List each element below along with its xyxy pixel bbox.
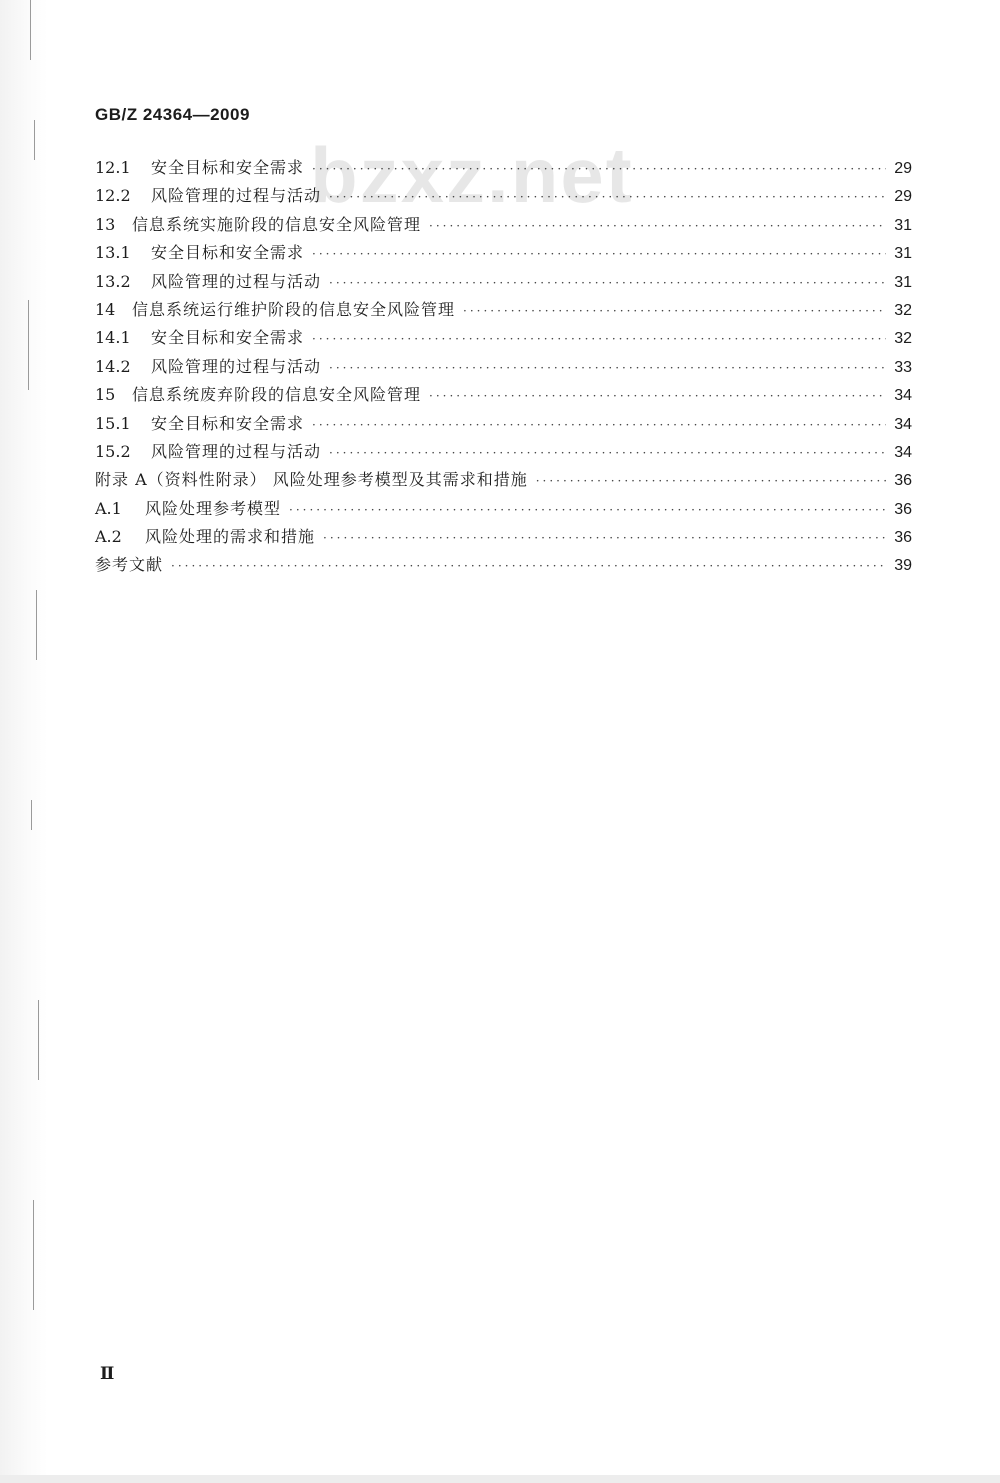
toc-entry-number: 14.2 [95,356,131,376]
toc-entry [95,354,912,382]
toc-entry [95,183,912,211]
toc-entry-page: 39 [894,557,912,575]
toc-entry-page: 29 [894,160,912,177]
toc-leader-dots [536,474,886,488]
toc-entry-title: 信息系统废弃阶段的信息安全风险管理 [132,385,422,405]
toc-leader-dots [429,219,886,233]
toc-leader-dots [329,446,886,460]
toc-entry-page: 36 [894,500,912,518]
toc-leader-dots [429,389,886,403]
toc-entry-title: 风险处理的需求和措施 [145,527,316,547]
toc-entry [95,552,912,580]
toc-leader-dots [329,361,886,375]
toc-entry [95,212,912,240]
toc-entry-page: 34 [894,415,912,433]
toc-leader-dots [289,503,886,517]
toc-entry [95,439,912,467]
toc-entry-number: 15 [95,385,116,405]
toc-entry-title: 安全目标和安全需求 [151,158,305,177]
toc-leader-dots [312,332,886,346]
table-of-contents [95,155,912,581]
toc-entry-number: 12.1 [95,158,131,177]
toc-entry-number: 13 [95,214,116,234]
toc-entry-page: 33 [894,358,912,376]
toc-entry [95,411,912,439]
toc-entry [95,269,912,297]
document-id: GB/Z 24364—2009 [95,105,250,124]
toc-entry [95,467,912,495]
toc-entry-number: 13.1 [95,243,131,263]
scan-edge [0,0,48,1483]
toc-entry-number: 15.1 [95,413,131,433]
toc-entry-page: 34 [894,387,912,405]
toc-leader-dots [463,304,886,318]
toc-entry-number: A.2 [95,527,122,547]
toc-entry-title: 风险管理的过程与活动 [151,441,322,461]
toc-entry-title: 风险处理参考模型 [145,498,282,518]
toc-entry-number: 14 [95,299,116,319]
toc-entry [95,297,912,325]
toc-entry-page: 36 [894,529,912,547]
toc-entry-page: 31 [894,273,912,291]
toc-leader-dots [171,559,886,573]
toc-entry-number: 12.2 [95,186,131,206]
toc-entry-title: 安全目标和安全需求 [151,243,305,263]
toc-entry [95,382,912,410]
toc-entry [95,496,912,524]
toc-entry-title: 风险管理的过程与活动 [151,271,322,291]
page-number: Ⅱ [100,1364,115,1384]
toc-entry-title: 信息系统运行维护阶段的信息安全风险管理 [132,299,456,319]
toc-leader-dots [329,190,886,204]
toc-entry-page: 32 [894,301,912,319]
toc-entry-title: 风险管理的过程与活动 [151,186,322,206]
toc-entry [95,325,912,353]
toc-entry-title: 附录 A（资料性附录） 风险处理参考模型及其需求和措施 [95,470,528,490]
toc-entry-title: 参考文献 [95,555,164,575]
toc-entry-title: 安全目标和安全需求 [151,328,305,348]
toc-leader-dots [312,418,886,432]
toc-entry-page: 36 [894,472,912,490]
toc-entry-number: 13.2 [95,271,131,291]
toc-entry [95,240,912,268]
toc-leader-dots [323,531,886,545]
toc-entry-title: 信息系统实施阶段的信息安全风险管理 [132,214,422,234]
toc-entry-number: 14.1 [95,328,131,348]
toc-entry-title: 风险管理的过程与活动 [151,356,322,376]
watermark: bzxz.net [310,131,634,219]
toc-entry-page: 31 [894,216,912,234]
toc-entry-page: 29 [894,188,912,206]
toc-entry-page: 32 [894,330,912,348]
toc-leader-dots [312,162,886,176]
toc-entry-number: A.1 [95,498,122,518]
toc-entry [95,524,912,552]
toc-entry-page: 34 [894,443,912,461]
toc-leader-dots [329,276,886,290]
toc-leader-dots [312,247,886,261]
bottom-strip [0,1475,1000,1483]
toc-entry-title: 安全目标和安全需求 [151,413,305,433]
toc-entry [95,155,912,183]
toc-entry-number: 15.2 [95,441,131,461]
toc-entry-page: 31 [894,245,912,263]
